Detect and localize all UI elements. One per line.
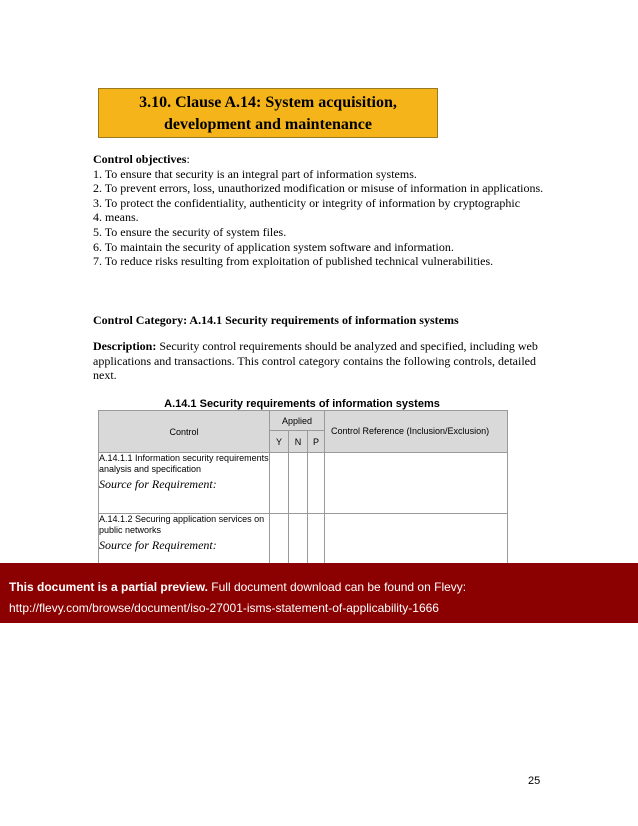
control-reference-cell[interactable] <box>325 514 508 564</box>
control-cell <box>99 514 270 564</box>
objective-item: 3. To protect the confidentiality, authenticity or integrity of information by cryptographic <box>93 195 521 210</box>
applied-n-cell[interactable] <box>289 514 308 564</box>
header-applied: Applied <box>270 411 325 431</box>
header-n: N <box>289 431 308 453</box>
header-y: Y <box>270 431 289 453</box>
section-heading-line1: 3.10. Clause A.14: System acquisition, <box>139 94 397 111</box>
control-name: A.14.1.1 Information security requirements analysis and specification <box>99 453 269 474</box>
objectives-label: Control objectives <box>93 152 187 166</box>
objective-item: 6. To maintain the security of application system software and information. <box>93 239 454 254</box>
section-heading <box>98 88 438 138</box>
objective-item: 4. means. <box>93 210 139 225</box>
banner-link[interactable]: http://flevy.com/browse/document/iso-27001-isms-statement-of-applicability-1666 <box>9 601 439 615</box>
source-for-requirement: Source for Requirement: <box>99 477 217 491</box>
objectives-colon: : <box>186 152 190 166</box>
section-heading-line2: development and maintenance <box>164 116 372 133</box>
banner-text: Full document download can be found on Flevy: <box>207 580 467 594</box>
objective-item: 2. To prevent errors, loss, unauthorized modification or misuse of information in applications. <box>93 181 544 196</box>
applied-p-cell[interactable] <box>308 514 325 564</box>
control-name: A.14.1.2 Securing application services on public networks <box>99 514 265 535</box>
header-p: P <box>308 431 325 453</box>
table-title: A.14.1 Security requirements of information systems <box>164 398 440 410</box>
applied-y-cell[interactable] <box>270 453 289 514</box>
objective-item: 5. To ensure the security of system files. <box>93 224 287 239</box>
page-number: 25 <box>528 775 541 787</box>
objective-item: 7. To reduce risks resulting from exploitation of published technical vulnerabilities. <box>93 254 494 269</box>
objective-item: 1. To ensure that security is an integral part of information systems. <box>93 166 417 181</box>
control-reference-cell[interactable] <box>325 453 508 514</box>
description-text: Security control requirements should be analyzed and specified, including web applications and transactions. This control category contains the following controls, detailed next. <box>93 339 538 383</box>
description-label: Description: <box>93 339 157 353</box>
header-control-reference: Control Reference (Inclusion/Exclusion) <box>325 411 508 453</box>
description <box>93 339 543 383</box>
applied-y-cell[interactable] <box>270 514 289 564</box>
applied-p-cell[interactable] <box>308 453 325 514</box>
controls-table <box>98 410 508 564</box>
control-cell <box>99 453 270 514</box>
table-row <box>99 453 508 514</box>
source-for-requirement: Source for Requirement: <box>99 538 217 552</box>
applied-n-cell[interactable] <box>289 453 308 514</box>
preview-banner <box>0 563 638 623</box>
control-objectives <box>93 152 553 269</box>
header-control: Control <box>99 411 270 453</box>
table-row <box>99 514 508 564</box>
control-category: Control Category: A.14.1 Security requirements of information systems <box>93 313 459 327</box>
banner-bold-text: This document is a partial preview. <box>9 580 208 594</box>
